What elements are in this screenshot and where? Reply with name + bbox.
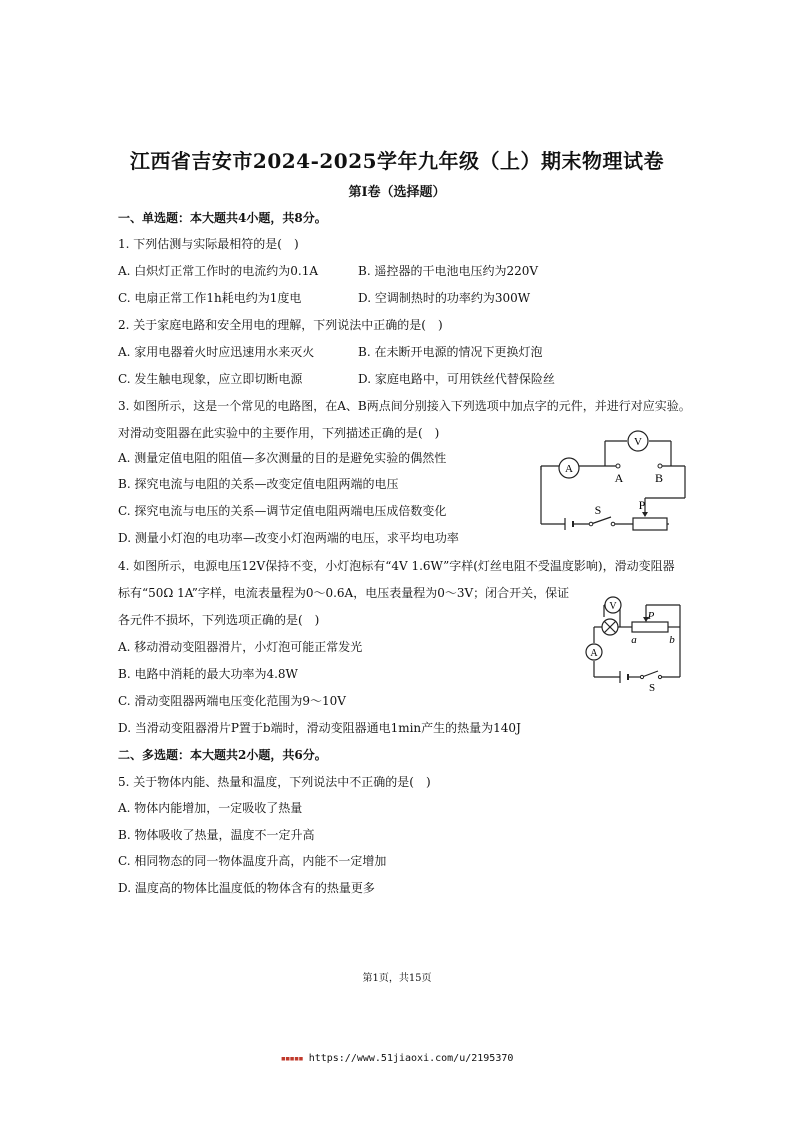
watermark — [0, 1053, 794, 1064]
rheostat-end-a-label: a — [631, 634, 637, 646]
question-3-option-c: C. 探究电流与电压的关系—调节定值电阻两端电压成倍数变化 — [118, 504, 447, 518]
question-1-option-b: B. 遥控器的干电池电压约为220V — [358, 264, 539, 278]
question-1-option-a: A. 白炽灯正常工作时的电流约为0.1A — [118, 264, 319, 278]
point-a-label: A — [614, 471, 624, 485]
switch-label: S — [594, 503, 602, 517]
section-heading-single-choice: 一、单选题：本大题共4小题，共8分。 — [118, 211, 327, 225]
ammeter-label: A — [590, 648, 598, 659]
question-3-option-d: D. 测量小灯泡的电功率—改变小灯泡两端的电压，求平均电功率 — [118, 531, 459, 545]
watermark-logo: ▪▪▪▪▪ — [280, 1054, 303, 1064]
watermark-link[interactable]: https://www.51jiaoxi.com/u/2195370 — [308, 1053, 514, 1064]
question-4-stem-line1: 4. 如图所示，电源电压12V保持不变，小灯泡标有“4V 1.6W”字样(灯丝电阻不受温度影响)，滑动变阻器 — [118, 559, 675, 573]
question-2-option-d: D. 家庭电路中，可用铁丝代替保险丝 — [358, 372, 555, 386]
question-5-option-a: A. 物体内能增加，一定吸收了热量 — [118, 801, 303, 815]
question-4-option-b: B. 电路中消耗的最大功率为4.8W — [118, 667, 298, 681]
voltmeter-label: V — [609, 601, 617, 612]
circuit-diagram-q3 — [535, 430, 695, 532]
volume-subtitle: 第I卷（选择题） — [348, 185, 446, 200]
question-1-option-d: D. 空调制热时的功率约为300W — [358, 291, 531, 305]
ammeter-label: A — [565, 463, 573, 475]
page-title: 江西省吉安市2024-2025学年九年级（上）期末物理试卷 — [129, 149, 665, 173]
question-4-option-d: D. 当滑动变阻器滑片P置于b端时，滑动变阻器通电1min产生的热量为140J — [118, 721, 521, 735]
section-heading-multi-choice: 二、多选题：本大题共2小题，共6分。 — [118, 748, 327, 762]
slider-label: P — [647, 610, 655, 622]
question-2-option-b: B. 在未断开电源的情况下更换灯泡 — [358, 345, 543, 359]
question-3-stem-line2: 对滑动变阻器在此实验中的主要作用，下列描述正确的是( ) — [118, 426, 440, 440]
question-2-option-a: A. 家用电器着火时应迅速用水来灭火 — [118, 345, 315, 359]
question-4-stem-line3: 各元件不损坏，下列选项正确的是( ) — [118, 613, 320, 627]
circuit-diagram-q4 — [580, 595, 690, 695]
switch-label: S — [648, 682, 656, 694]
question-3-stem-line1: 3. 如图所示，这是一个常见的电路图，在A、B两点间分别接入下列选项中加点字的元件，并进行对应实验。 — [118, 399, 691, 413]
question-5-option-b: B. 物体吸收了热量，温度不一定升高 — [118, 828, 315, 842]
question-2-option-c: C. 发生触电现象，应立即切断电源 — [118, 372, 303, 386]
rheostat-end-b-label: b — [669, 634, 675, 646]
question-5-option-c: C. 相同物态的同一物体温度升高，内能不一定增加 — [118, 854, 387, 868]
question-2-stem: 2. 关于家庭电路和安全用电的理解，下列说法中正确的是( ) — [118, 318, 443, 332]
voltmeter-label: V — [634, 436, 642, 448]
question-5-option-d: D. 温度高的物体比温度低的物体含有的热量更多 — [118, 881, 375, 895]
slider-label: P — [638, 498, 646, 512]
question-3-option-b: B. 探究电流与电阻的关系—改变定值电阻两端的电压 — [118, 477, 399, 491]
question-4-option-a: A. 移动滑动变阻器滑片，小灯泡可能正常发光 — [118, 640, 363, 654]
question-1-stem: 1. 下列估测与实际最相符的是( ) — [118, 237, 299, 251]
question-4-option-c: C. 滑动变阻器两端电压变化范围为9～10V — [118, 694, 346, 708]
question-1-option-c: C. 电扇正常工作1h耗电约为1度电 — [118, 291, 302, 305]
point-b-label: B — [654, 471, 664, 485]
question-3-option-a: A. 测量定值电阻的阻值—多次测量的目的是避免实验的偶然性 — [118, 451, 447, 465]
question-5-stem: 5. 关于物体内能、热量和温度，下列说法中不正确的是( ) — [118, 775, 431, 789]
page-footer: 第1页，共15页 — [362, 973, 432, 984]
question-4-stem-line2: 标有“50Ω 1A”字样，电流表量程为0～0.6A，电压表量程为0～3V；闭合开关，保证 — [118, 586, 570, 600]
